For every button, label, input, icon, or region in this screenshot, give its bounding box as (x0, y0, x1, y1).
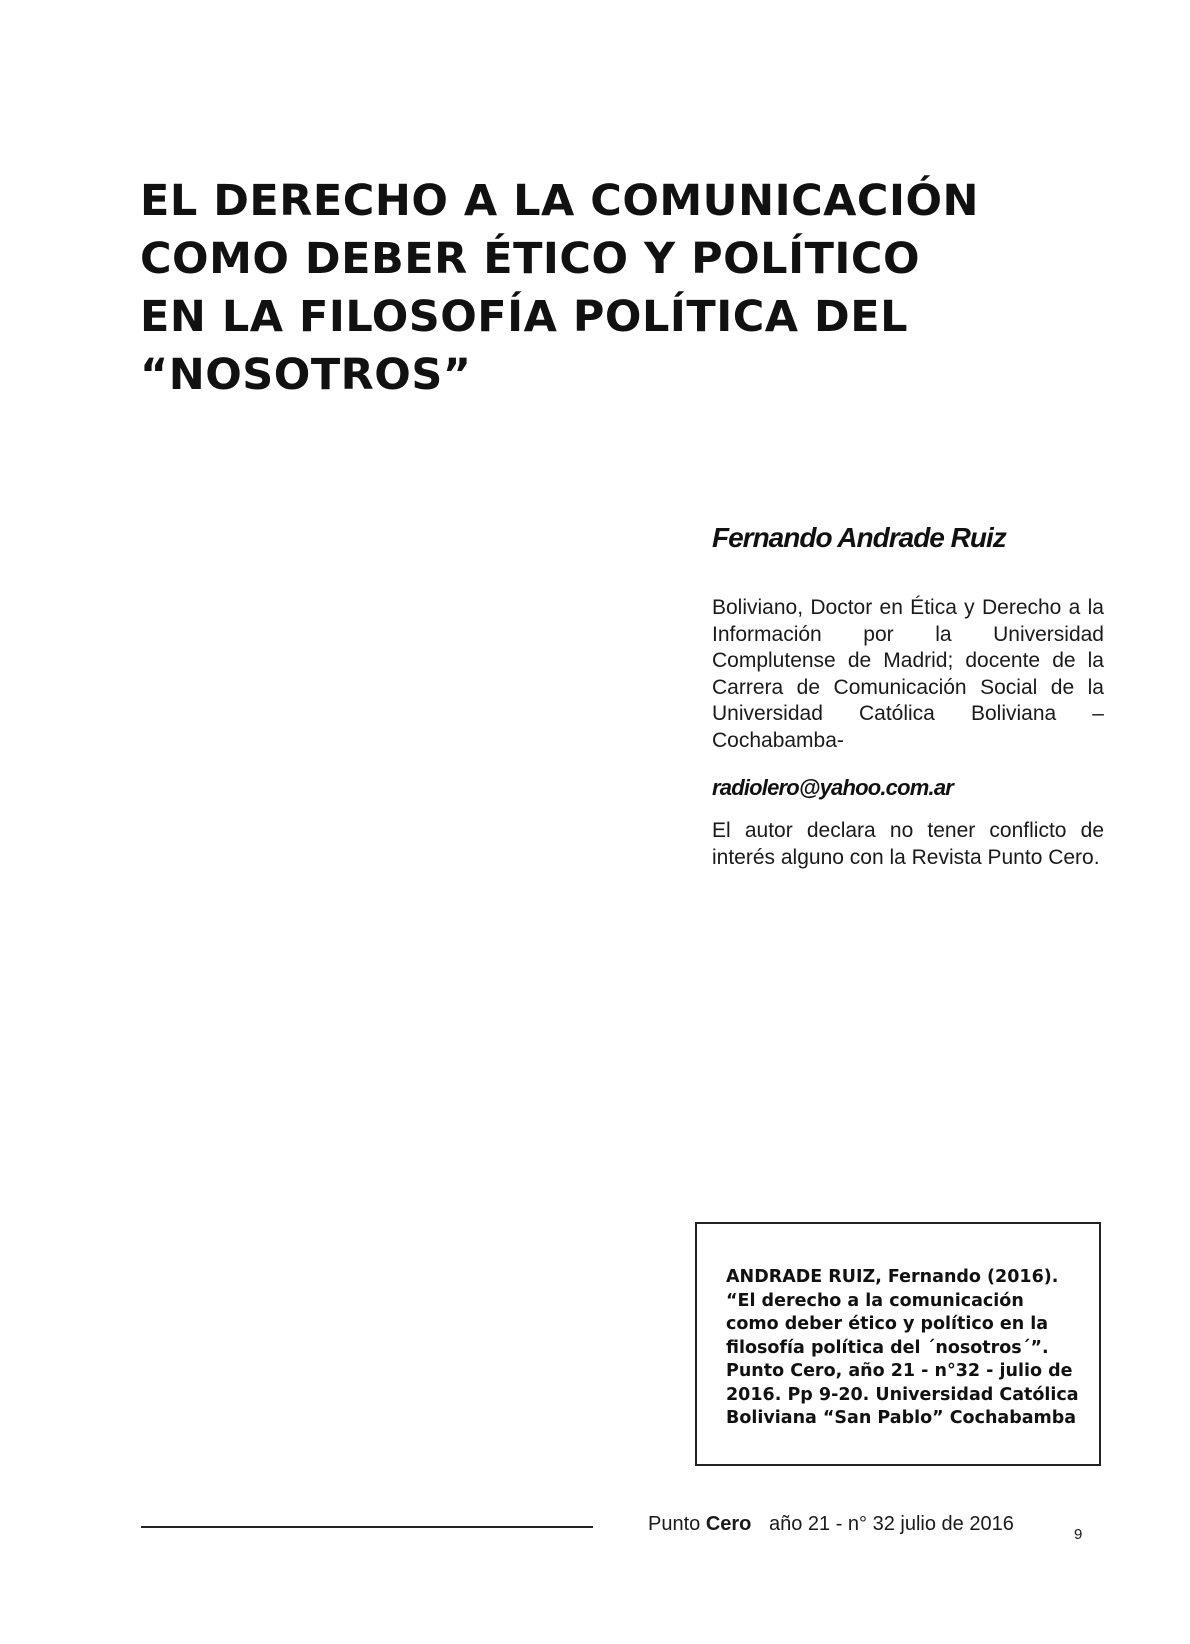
citation-line: Boliviana “San Pablo” Cochabamba (726, 1408, 1077, 1428)
footer-journal-info (648, 1513, 1014, 1536)
citation-text (726, 1266, 1086, 1431)
title-line: COMO DEBER ÉTICO Y POLÍTICO (140, 234, 921, 284)
citation-line: Punto Cero, año 21 - n°32 - julio de (726, 1361, 1073, 1381)
journal-name-punto: Punto (648, 1513, 701, 1535)
author-email[interactable]: radiolero@yahoo.com.ar (712, 775, 954, 800)
title-line: EN LA FILOSOFÍA POLÍTICA DEL (140, 292, 908, 342)
journal-issue: año 21 - n° 32 julio de 2016 (768, 1513, 1014, 1535)
conflict-of-interest-statement: El autor declara no tener conflicto de interés alguno con la Revista Punto Cero. (712, 819, 1104, 869)
citation-line: ANDRADE RUIZ, Fernando (2016). (726, 1267, 1059, 1287)
footer-divider (141, 1526, 593, 1528)
author-name: Fernando Andrade Ruiz (712, 522, 1006, 553)
citation-line: 2016. Pp 9-20. Universidad Católica (726, 1384, 1079, 1405)
citation-line: como deber ético y político en la (726, 1314, 1049, 1334)
citation-line: “El derecho a la comunicación (726, 1290, 1024, 1311)
page-number: 9 (1074, 1526, 1083, 1543)
article-title (140, 172, 1060, 404)
citation-line: filosofía política del ´nosotros´”. (726, 1337, 1049, 1358)
author-bio: Boliviano, Doctor en Ética y Derecho a la Información por la Universidad Complutense de Madrid; docente de la Carrera de Comunicación Social de la Universidad Católica Boliviana – Cochabamba- (712, 596, 1104, 752)
journal-name-cero: Cero (705, 1513, 752, 1535)
title-line: EL DERECHO A LA COMUNICACIÓN (140, 176, 979, 226)
citation-box (695, 1222, 1101, 1466)
title-line: “NOSOTROS” (140, 350, 472, 400)
